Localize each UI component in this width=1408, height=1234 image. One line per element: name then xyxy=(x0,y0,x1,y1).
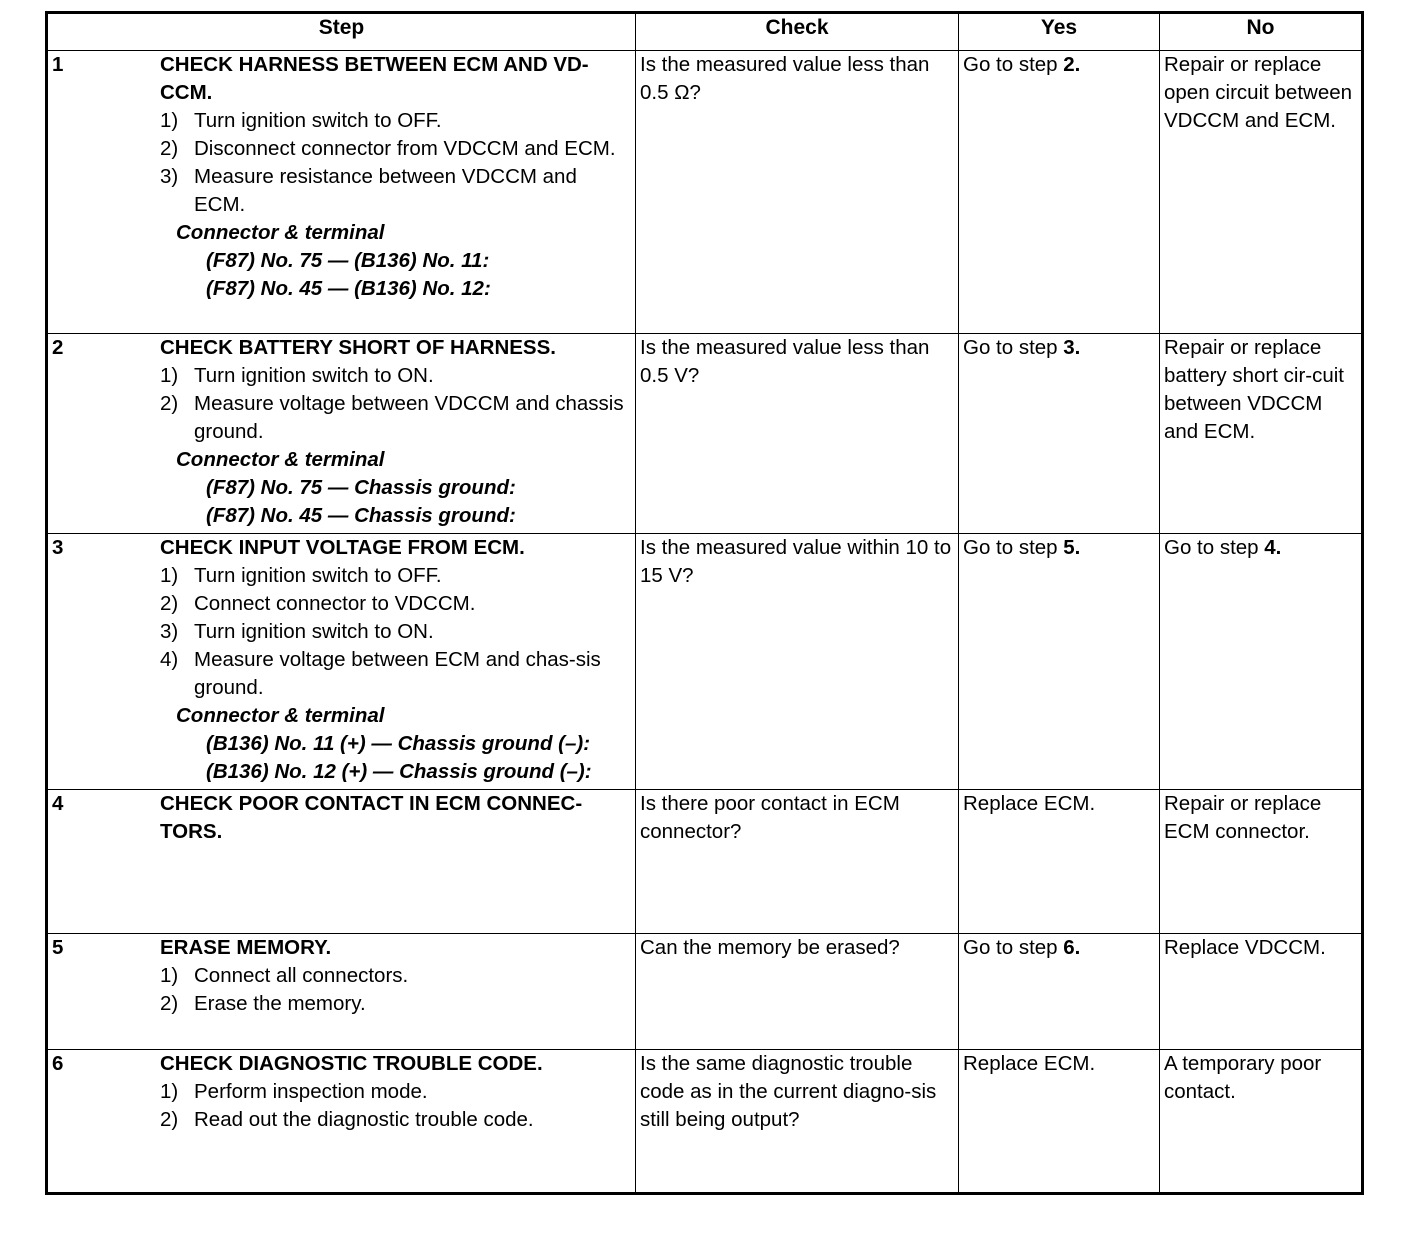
procedure-item xyxy=(160,1106,633,1134)
procedure-number: 1) xyxy=(160,109,179,132)
procedure-text: Erase the memory. xyxy=(194,992,366,1015)
no-cell: Repair or replace ECM connector. xyxy=(1160,790,1363,934)
connector-terminal: (F87) No. 45 — (B136) No. 12: xyxy=(206,277,491,300)
yes-text: Go to step xyxy=(963,536,1064,559)
procedure-item xyxy=(160,618,633,646)
connector-terminal: (B136) No. 12 (+) — Chassis ground (–): xyxy=(206,760,592,783)
header-check: Check xyxy=(636,13,959,51)
header-row xyxy=(47,13,1363,51)
procedure-item xyxy=(160,990,633,1018)
header-no: No xyxy=(1160,13,1363,51)
no-cell xyxy=(1160,534,1363,790)
procedure-number: 2) xyxy=(160,1108,179,1131)
step-cell xyxy=(47,51,636,334)
step-number: 1 xyxy=(52,53,64,76)
procedure-text: Disconnect connector from VDCCM and ECM. xyxy=(194,137,616,160)
connector-terminal: (F87) No. 75 — (B136) No. 11: xyxy=(206,249,490,272)
step-title xyxy=(160,51,633,107)
step-number: 6 xyxy=(52,1052,64,1075)
step-number: 5 xyxy=(52,936,64,959)
step-number: 3 xyxy=(52,536,64,559)
procedure-item xyxy=(160,390,633,446)
procedure-item xyxy=(160,1078,633,1106)
step-title-line: CCM. xyxy=(160,81,213,104)
step-cell xyxy=(47,534,636,790)
procedure-text: Measure voltage between ECM and chas-sis ground. xyxy=(194,648,601,699)
procedure-text: Turn ignition switch to ON. xyxy=(194,364,434,387)
diagnostic-table xyxy=(45,11,1364,1195)
procedure-item xyxy=(160,362,633,390)
yes-cell xyxy=(959,51,1160,334)
procedure-text: Turn ignition switch to OFF. xyxy=(194,109,442,132)
table-row xyxy=(47,934,1363,1050)
step-title-line: TORS. xyxy=(160,820,223,843)
no-cell: A temporary poor contact. xyxy=(1160,1050,1363,1194)
connector-label: Connector & terminal xyxy=(176,448,385,471)
procedure-number: 2) xyxy=(160,137,179,160)
procedure-text: Read out the diagnostic trouble code. xyxy=(194,1108,534,1131)
procedure-number: 3) xyxy=(160,165,179,188)
yes-cell xyxy=(959,534,1160,790)
step-title-line: CHECK POOR CONTACT IN ECM CONNEC- xyxy=(160,792,583,815)
table-row xyxy=(47,334,1363,534)
procedure-number: 1) xyxy=(160,564,179,587)
check-cell: Is the measured value within 10 to 15 V? xyxy=(636,534,959,790)
yes-step-number: 5. xyxy=(1063,536,1081,559)
procedure-number: 4) xyxy=(160,648,179,671)
connector-label: Connector & terminal xyxy=(176,221,385,244)
step-title-line: CHECK HARNESS BETWEEN ECM AND VD- xyxy=(160,53,589,76)
procedure-text: Perform inspection mode. xyxy=(194,1080,428,1103)
no-step-number: 4. xyxy=(1264,536,1282,559)
no-cell: Repair or replace open circuit between VDCCM and ECM. xyxy=(1160,51,1363,334)
procedure-number: 1) xyxy=(160,964,179,987)
table-row xyxy=(47,534,1363,790)
header-yes: Yes xyxy=(959,13,1160,51)
procedure-number: 3) xyxy=(160,620,179,643)
check-cell: Is the measured value less than 0.5 Ω? xyxy=(636,51,959,334)
procedure-item xyxy=(160,962,633,990)
yes-text: Go to step xyxy=(963,936,1064,959)
connector-terminal: (F87) No. 45 — Chassis ground: xyxy=(206,504,516,527)
check-cell: Is the same diagnostic trouble code as in the current diagno-sis still being output? xyxy=(636,1050,959,1194)
no-cell: Replace VDCCM. xyxy=(1160,934,1363,1050)
procedure-text: Turn ignition switch to ON. xyxy=(194,620,434,643)
table-row xyxy=(47,790,1363,934)
procedure-text: Turn ignition switch to OFF. xyxy=(194,564,442,587)
step-title: CHECK INPUT VOLTAGE FROM ECM. xyxy=(160,536,525,559)
step-cell xyxy=(47,790,636,934)
step-cell xyxy=(47,334,636,534)
step-title: CHECK BATTERY SHORT OF HARNESS. xyxy=(160,336,556,359)
procedure-text: Connect connector to VDCCM. xyxy=(194,592,476,615)
connector-terminal: (B136) No. 11 (+) — Chassis ground (–): xyxy=(206,732,591,755)
step-title xyxy=(160,790,633,846)
procedure-item xyxy=(160,590,633,618)
step-title: ERASE MEMORY. xyxy=(160,936,332,959)
procedure-number: 1) xyxy=(160,1080,179,1103)
procedure-number: 2) xyxy=(160,592,179,615)
procedure-number: 1) xyxy=(160,364,179,387)
header-step: Step xyxy=(47,13,636,51)
connector-label: Connector & terminal xyxy=(176,704,385,727)
step-title: CHECK DIAGNOSTIC TROUBLE CODE. xyxy=(160,1052,543,1075)
yes-cell: Replace ECM. xyxy=(959,790,1160,934)
check-cell: Can the memory be erased? xyxy=(636,934,959,1050)
step-number: 2 xyxy=(52,336,64,359)
yes-cell: Replace ECM. xyxy=(959,1050,1160,1194)
procedure-item xyxy=(160,646,633,702)
table-row xyxy=(47,1050,1363,1194)
procedure-text: Measure resistance between VDCCM and ECM. xyxy=(194,165,577,216)
yes-text: Go to step xyxy=(963,336,1064,359)
procedure-text: Measure voltage between VDCCM and chassis ground. xyxy=(194,392,624,443)
yes-step-number: 2. xyxy=(1063,53,1081,76)
step-number: 4 xyxy=(52,792,64,815)
check-cell: Is there poor contact in ECM connector? xyxy=(636,790,959,934)
procedure-item xyxy=(160,135,633,163)
check-cell: Is the measured value less than 0.5 V? xyxy=(636,334,959,534)
procedure-number: 2) xyxy=(160,992,179,1015)
yes-cell xyxy=(959,934,1160,1050)
yes-cell xyxy=(959,334,1160,534)
yes-step-number: 6. xyxy=(1063,936,1081,959)
no-cell: Repair or replace battery short cir-cuit between VDCCM and ECM. xyxy=(1160,334,1363,534)
procedure-number: 2) xyxy=(160,392,179,415)
yes-step-number: 3. xyxy=(1063,336,1081,359)
yes-text: Go to step xyxy=(963,53,1064,76)
table-row xyxy=(47,51,1363,334)
no-text: Go to step xyxy=(1164,536,1265,559)
procedure-item xyxy=(160,107,633,135)
step-cell xyxy=(47,1050,636,1194)
step-cell xyxy=(47,934,636,1050)
procedure-item xyxy=(160,562,633,590)
procedure-item xyxy=(160,163,633,219)
procedure-text: Connect all connectors. xyxy=(194,964,409,987)
connector-terminal: (F87) No. 75 — Chassis ground: xyxy=(206,476,516,499)
